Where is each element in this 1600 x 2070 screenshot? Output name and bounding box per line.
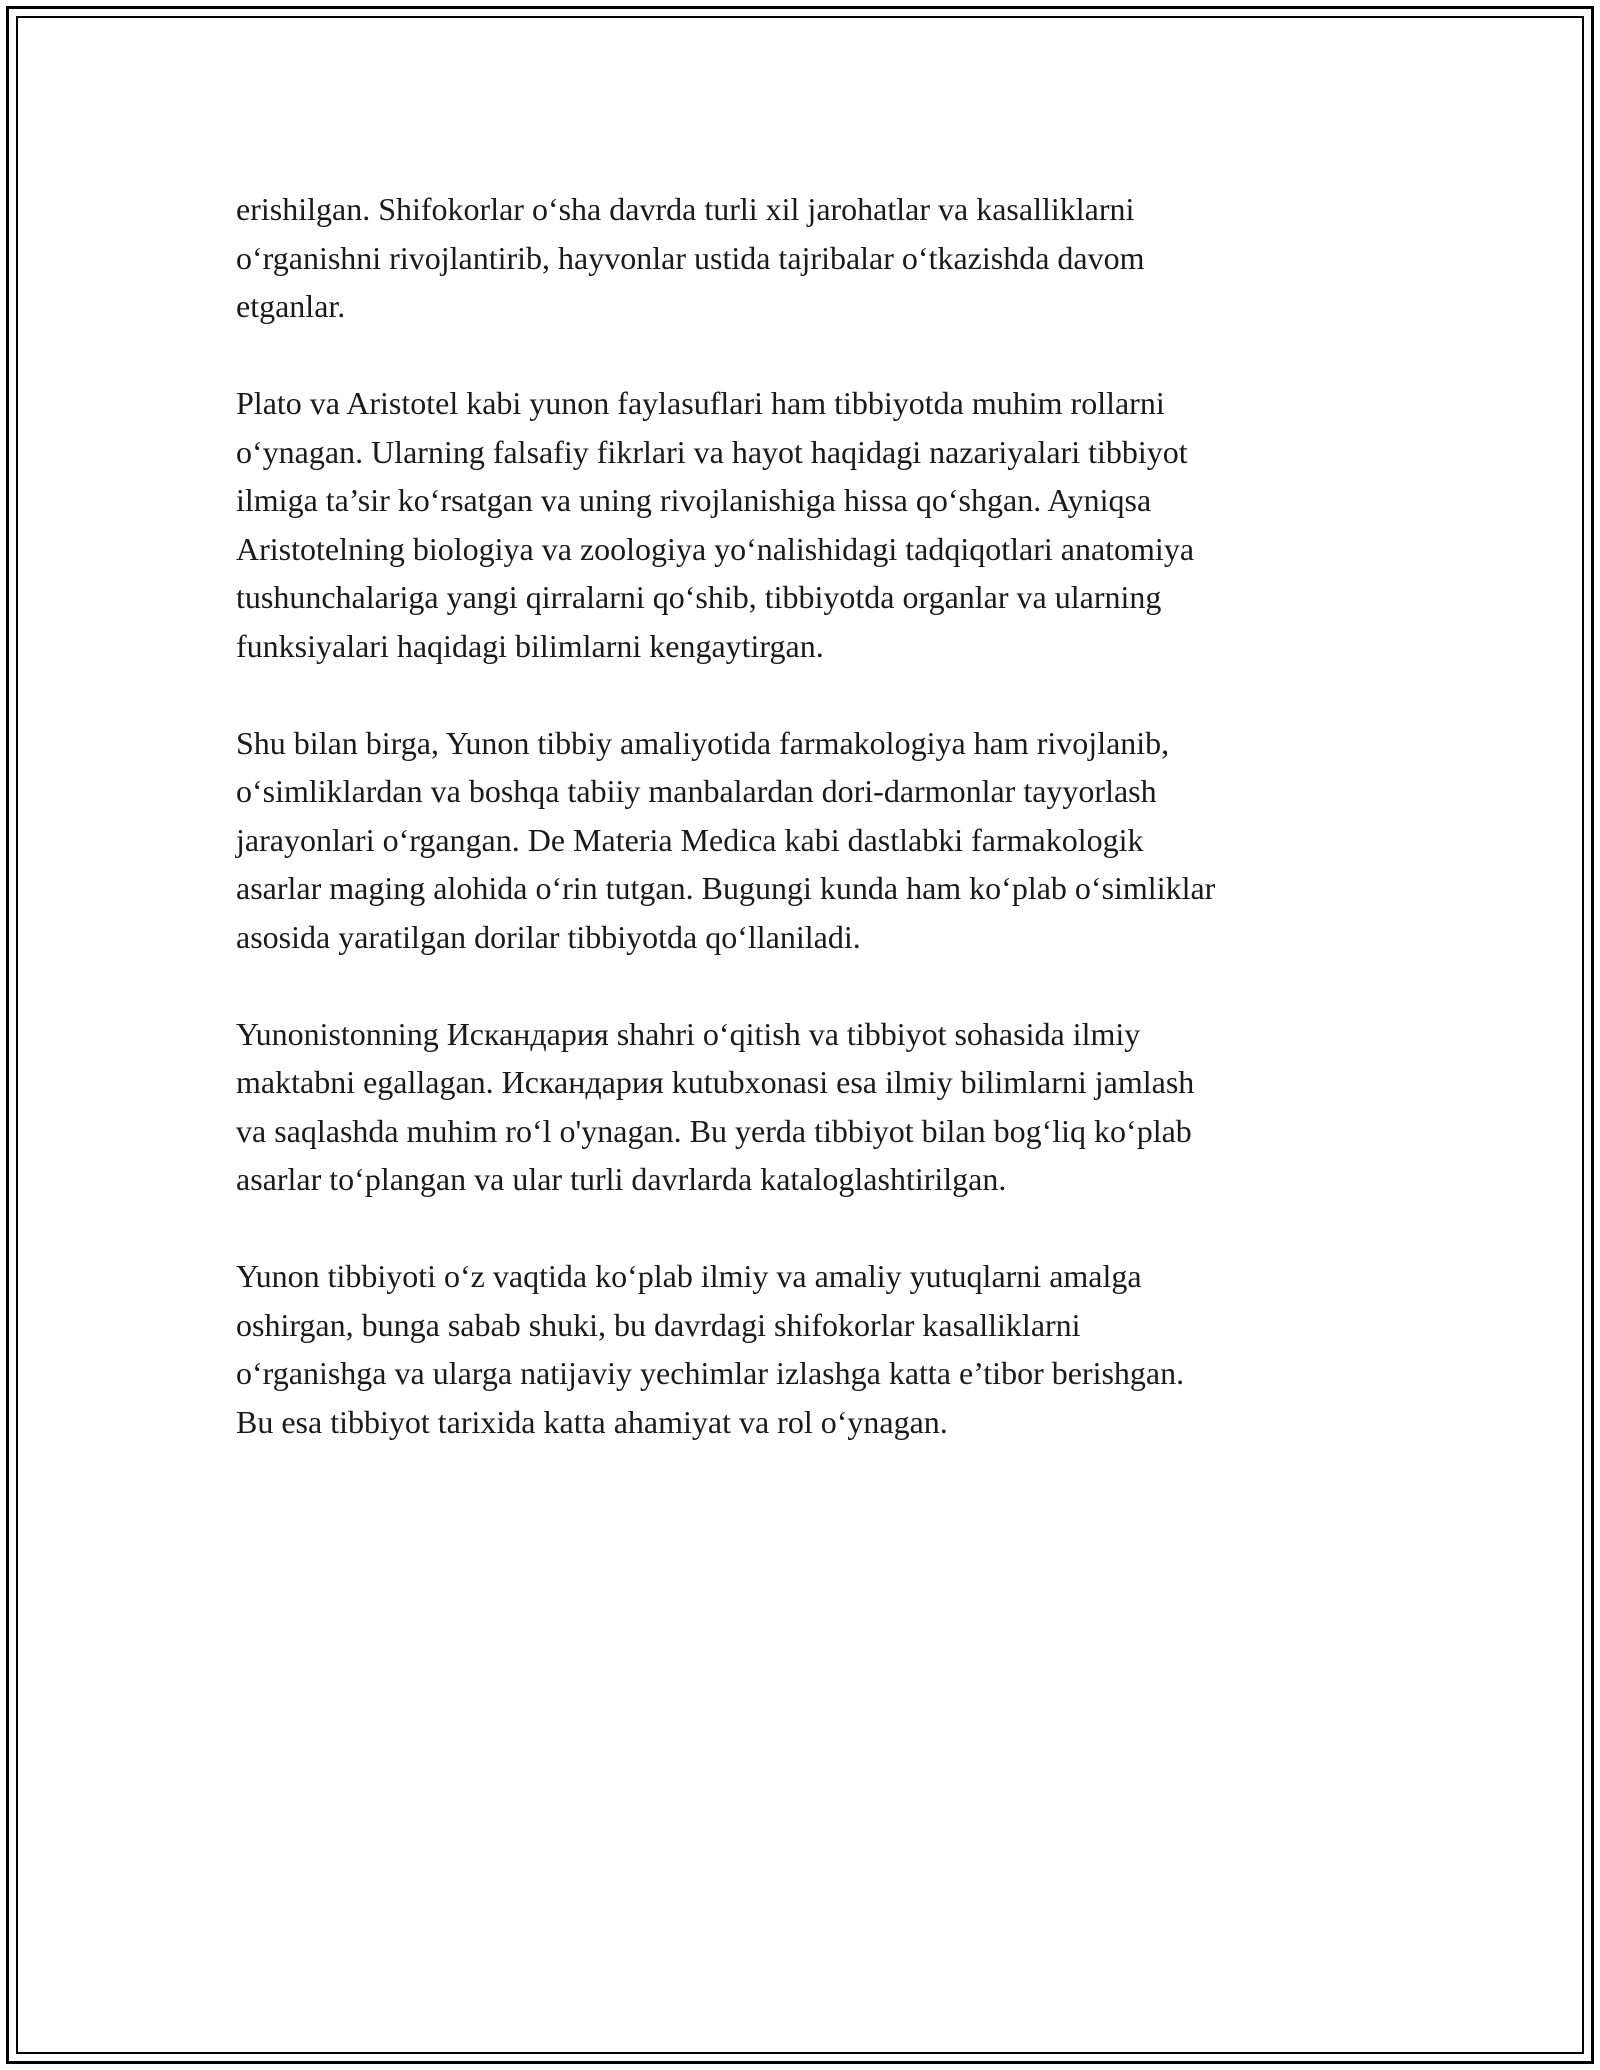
- paragraph-3: Shu bilan birga, Yunon tibbiy amaliyotida farmakologiya ham rivojlanib, o‘simliklardan va boshqa tabiiy manbalardan dori-darmonlar tayyorlash jarayonlari o‘rgangan. De Materia Medica kabi dastlabki farmakologik asarlar maging alohida o‘rin tutgan. Bugungi kunda ham ko‘plab o‘simliklar asosida yaratilgan dorilar tibbiyotda qo‘llaniladi.: [236, 724, 1216, 955]
- paragraph-1: erishilgan. Shifokorlar o‘sha davrda turli xil jarohatlar va kasalliklarni o‘rganishni rivojlantirib, hayvonlar ustida tajribalar o‘tkazishda davom etganlar.: [236, 191, 1145, 324]
- paragraph-2: Plato va Aristotel kabi yunon faylasuflari ham tibbiyotda muhim rollarni o‘ynagan. Ularning falsafiy fikrlari va hayot haqidagi nazariyalari tibbiyot ilmiga ta’sir ko‘rsatgan va uning rivojlanishiga hissa qo‘shgan. Ayniqsa Aristotelning biologiya va zoologiya yo‘nalishidagi tadqiqotlari anatomiya tushunchalariga yangi qirralarni qo‘shib, tibbiyotda organlar va ularning funksiyalari haqidagi bilimlarni kengaytirgan.: [236, 385, 1195, 664]
- paragraph-5: Yunon tibbiyoti o‘z vaqtida ko‘plab ilmiy va amaliy yutuqlarni amalga oshirgan, bunga sabab shuki, bu davrdagi shifokorlar kasalliklarni o‘rganishga va ularga natijaviy yechimlar izlashga katta e’tibor berishgan. Bu esa tibbiyot tarixida katta ahamiyat va rol o‘ynagan.: [236, 1258, 1185, 1440]
- paragraph-4: Yunonistonning Искандария shahri o‘qitish va tibbiyot sohasida ilmiy maktabni egallagan. Искандария kutubxonasi esa ilmiy bilimlarni jamlash va saqlashda muhim ro‘l o'ynagan. Bu yerda tibbiyot bilan bog‘liq ko‘plab asarlar to‘plangan va ular turli davrlarda kataloglashtirilgan.: [236, 1015, 1195, 1197]
- document-body: [236, 185, 1376, 1495]
